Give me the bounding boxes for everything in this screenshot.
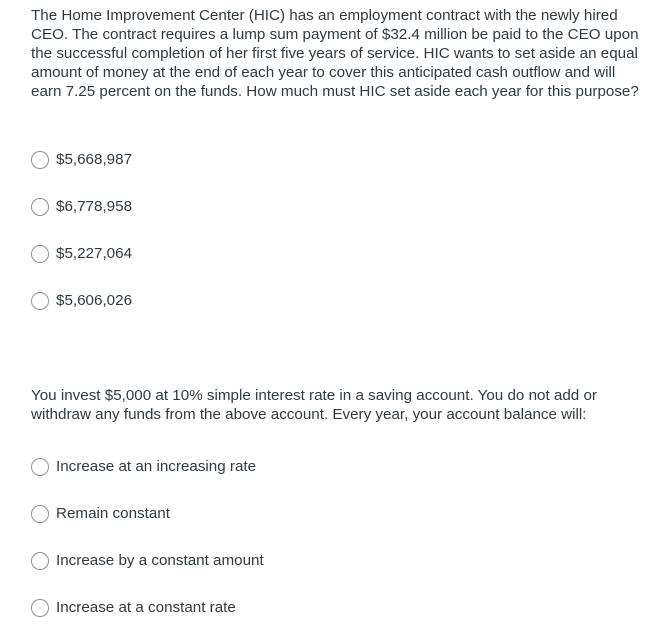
- answer-label[interactable]: Increase at an increasing rate: [56, 458, 257, 475]
- question-1-text: The Home Improvement Center (HIC) has an employment contract with the newly hired CEO. The contract requires a lump sum payment of $32.4 million be paid to the CEO upon the successful completion of her first five years of service. HIC wants to set aside an equal amount of money at the end of each year to cover this anticipated cash outflow and will earn 7.25 percent on the funds. How much must HIC set aside each year for this purpose?: [31, 7, 639, 100]
- question-2-answers: [31, 456, 641, 644]
- radio-button[interactable]: [31, 151, 49, 169]
- answer-option[interactable]: [31, 149, 641, 196]
- question-2: [31, 386, 641, 616]
- radio-button[interactable]: [31, 198, 49, 216]
- radio-button[interactable]: [31, 292, 49, 310]
- answer-option[interactable]: [31, 550, 641, 597]
- radio-button[interactable]: [31, 505, 49, 523]
- radio-button[interactable]: [31, 245, 49, 263]
- answer-option[interactable]: [31, 503, 641, 550]
- answer-label[interactable]: $5,227,064: [56, 245, 133, 262]
- answer-label[interactable]: $6,778,958: [56, 198, 133, 215]
- answer-option[interactable]: [31, 597, 641, 644]
- answer-option[interactable]: [31, 196, 641, 243]
- answer-label[interactable]: Remain constant: [56, 505, 170, 522]
- radio-button[interactable]: [31, 458, 49, 476]
- radio-button[interactable]: [31, 599, 49, 617]
- answer-option[interactable]: [31, 456, 641, 503]
- answer-option[interactable]: [31, 290, 641, 337]
- radio-button[interactable]: [31, 552, 49, 570]
- question-1-answers: [31, 149, 641, 337]
- answer-label[interactable]: $5,668,987: [56, 151, 133, 168]
- question-1: [31, 6, 641, 309]
- answer-label[interactable]: $5,606,026: [56, 292, 133, 309]
- answer-label[interactable]: Increase at a constant rate: [56, 599, 236, 616]
- answer-option[interactable]: [31, 243, 641, 290]
- answer-label[interactable]: Increase by a constant amount: [56, 552, 264, 569]
- question-2-text: You invest $5,000 at 10% simple interest rate in a saving account. You do not add or withdraw any funds from the above account. Every year, your account balance will:: [31, 387, 597, 423]
